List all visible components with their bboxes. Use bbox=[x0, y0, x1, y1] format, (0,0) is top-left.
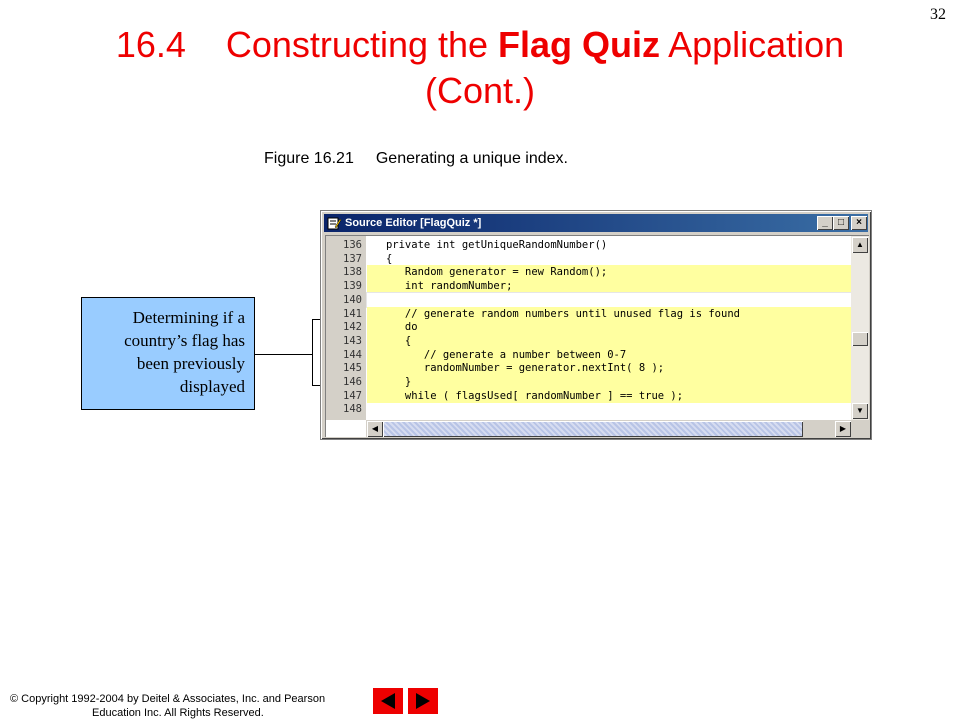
line-number: 140 bbox=[343, 293, 362, 306]
line-number: 145 bbox=[343, 362, 362, 375]
line-number: 141 bbox=[343, 307, 362, 320]
code-text: private int getUniqueRandomNumber() bbox=[367, 239, 608, 251]
section-number: 16.4 bbox=[115, 24, 186, 65]
callout-line: been previously bbox=[136, 354, 245, 373]
left-arrow-icon bbox=[373, 688, 403, 714]
callout-connector bbox=[255, 354, 312, 355]
line-number: 138 bbox=[343, 266, 362, 279]
copyright-line-1: © Copyright 1992-2004 by Deitel & Associates, Inc. and Pearson bbox=[10, 693, 326, 705]
code-text: randomNumber = generator.nextInt( 8 ); bbox=[367, 361, 852, 375]
code-text: { bbox=[367, 334, 852, 348]
code-text: { bbox=[367, 252, 393, 265]
editor-icon bbox=[327, 216, 341, 230]
title-text-before: Constructing the bbox=[225, 24, 499, 65]
line-number: 146 bbox=[343, 376, 362, 388]
code-line[interactable] bbox=[326, 293, 852, 307]
code-text: // generate random numbers until unused flag is found bbox=[367, 307, 852, 321]
code-line[interactable] bbox=[326, 348, 852, 362]
code-line[interactable] bbox=[326, 375, 852, 389]
code-line[interactable] bbox=[326, 307, 852, 321]
scroll-right-button[interactable]: ▶ bbox=[835, 421, 851, 437]
code-line[interactable] bbox=[326, 279, 852, 293]
title-app-name: Flag Quiz bbox=[498, 24, 661, 65]
vertical-scrollbar[interactable] bbox=[851, 236, 869, 420]
line-number: 147 bbox=[343, 389, 362, 402]
window-title: Source Editor [FlagQuiz *] bbox=[345, 217, 482, 229]
figure-caption bbox=[264, 150, 568, 168]
horizontal-scrollbar[interactable] bbox=[366, 420, 852, 437]
callout-line: Determining if a bbox=[132, 308, 245, 327]
line-number: 142 bbox=[343, 321, 362, 334]
line-number: 139 bbox=[343, 280, 362, 293]
window-titlebar[interactable] bbox=[324, 214, 868, 232]
code-editor[interactable] bbox=[325, 235, 869, 437]
copyright-line-2: Education Inc. All Rights Reserved. bbox=[92, 707, 264, 719]
code-text: while ( flagsUsed[ randomNumber ] == true ); bbox=[367, 389, 852, 403]
code-line[interactable] bbox=[326, 238, 852, 252]
code-text: Random generator = new Random(); bbox=[367, 265, 852, 279]
line-number: 144 bbox=[343, 348, 362, 361]
right-arrow-icon bbox=[408, 688, 438, 714]
code-line[interactable] bbox=[326, 320, 852, 334]
code-line[interactable] bbox=[326, 252, 852, 266]
code-line[interactable] bbox=[326, 265, 852, 279]
code-text bbox=[367, 293, 852, 307]
close-button[interactable]: × bbox=[851, 216, 867, 230]
callout-box bbox=[81, 297, 255, 410]
code-line[interactable] bbox=[326, 334, 852, 348]
code-line[interactable] bbox=[326, 389, 852, 403]
code-text: } bbox=[367, 375, 852, 389]
minimize-button[interactable]: _ bbox=[817, 216, 833, 230]
line-number: 137 bbox=[343, 252, 362, 265]
code-line[interactable] bbox=[326, 402, 852, 416]
code-line[interactable] bbox=[326, 361, 852, 375]
line-number: 143 bbox=[343, 334, 362, 347]
copyright-footer bbox=[10, 692, 370, 720]
title-line-2: (Cont.) bbox=[424, 70, 536, 111]
slide-title bbox=[0, 22, 960, 114]
horizontal-scroll-thumb[interactable] bbox=[383, 421, 803, 437]
line-number: 148 bbox=[343, 403, 362, 416]
maximize-button[interactable]: □ bbox=[833, 216, 849, 230]
callout-line: displayed bbox=[179, 377, 245, 396]
code-text: int randomNumber; bbox=[367, 279, 852, 293]
source-editor-window[interactable] bbox=[320, 210, 872, 440]
vertical-scroll-thumb[interactable] bbox=[852, 332, 868, 346]
code-text bbox=[367, 402, 852, 416]
scroll-up-button[interactable]: ▲ bbox=[852, 237, 868, 253]
page-number: 32 bbox=[930, 6, 946, 23]
scrollbar-corner bbox=[851, 420, 869, 437]
line-number: 136 bbox=[343, 239, 362, 251]
title-text-after: Application bbox=[660, 24, 845, 65]
callout-line: country’s flag has bbox=[124, 331, 245, 350]
figure-number: Figure 16.21 bbox=[264, 150, 354, 167]
scroll-down-button[interactable]: ▼ bbox=[852, 403, 868, 419]
next-slide-button[interactable] bbox=[408, 688, 438, 714]
code-text: // generate a number between 0-7 bbox=[367, 348, 852, 362]
scroll-left-button[interactable]: ◀ bbox=[367, 421, 383, 437]
callout-bracket bbox=[312, 319, 313, 385]
previous-slide-button[interactable] bbox=[373, 688, 403, 714]
figure-text: Generating a unique index. bbox=[375, 150, 568, 167]
title-line-1 bbox=[0, 22, 960, 68]
code-text: do bbox=[367, 320, 852, 334]
